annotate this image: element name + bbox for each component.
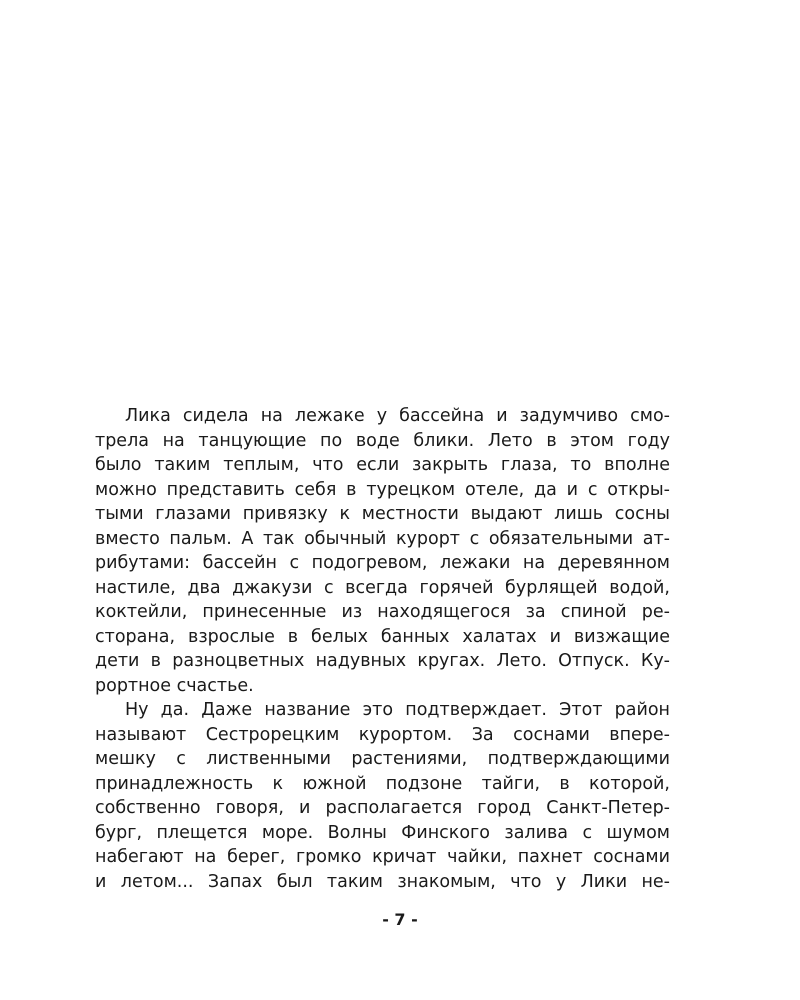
body-text: [95, 404, 670, 894]
text-line: рортное счастье.: [95, 675, 254, 696]
text-line: трела на танцующие по воде блики. Лето в этом году: [95, 430, 670, 451]
text-line: тыми глазами привязку к местности выдают лишь сосны: [95, 504, 670, 524]
text-line: вместо пальм. А так обычный курорт с обязательными ат-: [95, 528, 670, 549]
text-line: дети в разноцветных надувных кругах. Лето. Отпуск. Ку-: [95, 651, 670, 671]
text-line: рибутами: бассейн с подогревом, лежаки на деревянном: [95, 553, 670, 573]
text-line: Лика сидела на лежаке у бассейна и задумчиво смо-: [125, 406, 670, 426]
text-line: настиле, два джакузи с всегда горячей бурлящей водой,: [95, 577, 670, 598]
text-line: собственно говоря, и располагается город Санкт-Петер-: [95, 798, 670, 818]
text-line: коктейли, принесенные из находящегося за спиной ре-: [95, 602, 670, 622]
text-line: можно представить себя в турецком отеле, да и с откры-: [95, 479, 670, 500]
text-line: мешку с лиственными растениями, подтверждающими: [95, 749, 670, 769]
text-line: принадлежность к южной подзоне тайги, в которой,: [95, 773, 670, 794]
paragraph-2: [95, 698, 670, 894]
text-line: и летом... Запах был таким знакомым, что у Лики не-: [95, 871, 670, 892]
paragraph-1: [95, 404, 670, 698]
text-line: называют Сестрорецким курортом. За соснами впере-: [95, 724, 670, 745]
text-line: было таким теплым, что если закрыть глаза, то вполне: [95, 455, 670, 475]
text-line: сторана, взрослые в белых банных халатах и визжащие: [95, 626, 670, 647]
text-line: набегают на берег, громко кричат чайки, пахнет соснами: [95, 847, 670, 867]
text-line: бург, плещется море. Волны Финского залива с шумом: [95, 822, 670, 843]
text-line: Ну да. Даже название это подтверждает. Этот район: [125, 700, 670, 720]
page-number: - 7 -: [382, 910, 418, 929]
